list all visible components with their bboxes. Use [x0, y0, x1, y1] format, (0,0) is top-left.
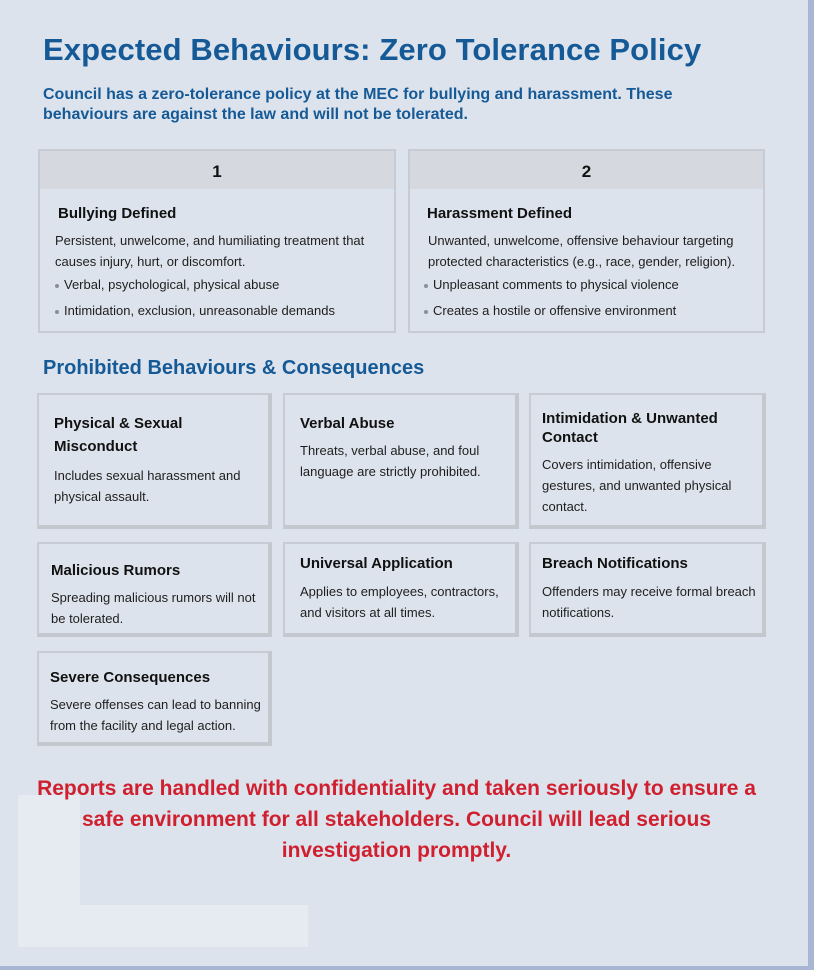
behaviour-text: Threats, verbal abuse, and foul language are strictly prohibited.: [300, 443, 481, 479]
behaviour-card-severe-consequences: [37, 651, 272, 746]
bullet-item: [424, 303, 676, 318]
bullying-definition-card: [38, 149, 396, 333]
page-frame-right: [808, 0, 814, 970]
bullet-item: [424, 277, 679, 292]
behaviour-title: Universal Application: [300, 555, 453, 572]
card-number: 2: [410, 151, 763, 189]
behaviour-text: Includes sexual harassment and physical assault.: [54, 468, 241, 504]
confidentiality-notice: Reports are handled with confidentiality and taken seriously to ensure a safe environment for all stakeholders. Council will lead serious investigation promptly.: [37, 777, 756, 862]
behaviour-title: Breach Notifications: [542, 555, 688, 572]
behaviour-card-intimidation-unwanted-contact: [529, 393, 766, 529]
page-title: Expected Behaviours: Zero Tolerance Policy: [43, 32, 702, 67]
page-frame-bottom: [0, 966, 814, 970]
bullet-dot-icon: [55, 310, 59, 314]
behaviour-title: Verbal Abuse: [300, 415, 395, 432]
bullet-text: Unpleasant comments to physical violence: [433, 277, 679, 292]
behaviour-text: Applies to employees, contractors, and visitors at all times.: [300, 584, 499, 620]
faded-backdrop-strip: [18, 905, 308, 947]
behaviour-title: Severe Consequences: [50, 669, 211, 686]
card-number: 1: [40, 151, 394, 189]
card-title: Bullying Defined: [58, 205, 177, 222]
bullet-dot-icon: [424, 284, 428, 288]
section-heading: Prohibited Behaviours & Consequences: [43, 357, 425, 379]
bullet-item: [55, 303, 335, 318]
behaviour-text: Spreading malicious rumors will not be tolerated.: [51, 590, 256, 626]
behaviour-text: Offenders may receive formal breach notifications.: [542, 584, 756, 620]
behaviour-title: Intimidation & Unwanted Contact: [542, 410, 718, 446]
behaviour-text: Covers intimidation, offensive gestures, and unwanted physical contact.: [542, 457, 732, 514]
harassment-definition-card: [408, 149, 765, 333]
bullet-text: Verbal, psychological, physical abuse: [64, 277, 280, 292]
bullet-dot-icon: [424, 310, 428, 314]
card-description: Unwanted, unwelcome, offensive behaviour targeting protected characteristics (e.g., race, gender, religion).: [428, 233, 736, 269]
bullet-item: [55, 277, 279, 292]
behaviour-card-physical-sexual-misconduct: [37, 393, 272, 529]
page-subtitle: Council has a zero-tolerance policy at the MEC for bullying and harassment. These behaviours are against the law and will not be tolerated.: [43, 86, 673, 123]
bullet-text: Intimidation, exclusion, unreasonable demands: [64, 303, 336, 318]
behaviour-card-malicious-rumors: [37, 542, 272, 637]
card-title: Harassment Defined: [427, 205, 573, 222]
behaviour-text: Severe offenses can lead to banning from the facility and legal action.: [50, 697, 261, 733]
bullet-dot-icon: [55, 284, 59, 288]
bullet-text: Creates a hostile or offensive environment: [433, 303, 677, 318]
behaviour-card-universal-application: [283, 542, 519, 637]
behaviour-card-verbal-abuse: [283, 393, 519, 529]
behaviour-card-breach-notifications: [529, 542, 766, 637]
behaviour-title: Physical & Sexual Misconduct: [54, 415, 183, 455]
card-description: Persistent, unwelcome, and humiliating treatment that causes injury, hurt, or discomfort.: [55, 233, 365, 269]
behaviour-title: Malicious Rumors: [51, 562, 181, 579]
